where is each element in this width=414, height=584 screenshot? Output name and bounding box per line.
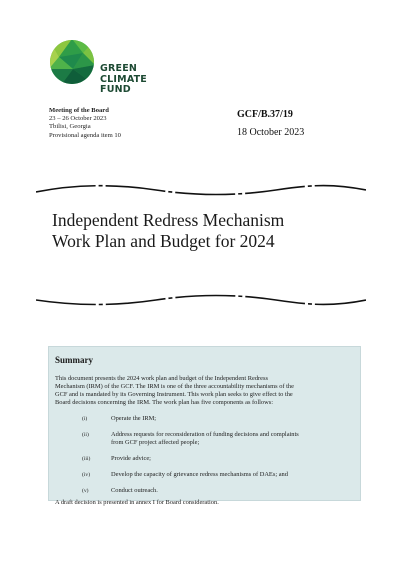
summary-intro-line: Board decisions concerning the IRM. The work plan has five components as follows:	[55, 399, 274, 406]
title-line-2: Work Plan and Budget for 2024	[52, 231, 275, 251]
list-item-text: Provide advice;	[111, 455, 151, 462]
gcf-globe-icon	[49, 39, 95, 85]
list-item-text: Address requests for reconsideration of funding decisions and complaints	[111, 431, 299, 438]
meeting-info	[49, 107, 121, 140]
title-line-1: Independent Redress Mechanism	[52, 210, 285, 230]
summary-heading: Summary	[55, 355, 93, 365]
document-title	[52, 210, 284, 252]
document-date: 18 October 2023	[237, 127, 305, 138]
summary-closing: A draft decision is presented in annex I for Board consideration.	[55, 499, 219, 506]
logo-line-1: GREEN	[100, 63, 138, 74]
wave-separator-bottom	[36, 292, 366, 308]
gcf-logo	[49, 39, 169, 95]
list-item-number: (iv)	[82, 472, 91, 478]
meeting-dates: 23 – 26 October 2023	[49, 115, 107, 123]
logo-line-3: FUND	[100, 84, 131, 95]
logo-wordmark	[100, 64, 147, 96]
list-item-text: Conduct outreach.	[111, 487, 158, 494]
summary-box	[48, 346, 361, 506]
list-item-text: from GCF project affected people;	[111, 439, 200, 446]
meeting-title: Meeting of the Board	[49, 107, 109, 114]
list-item-number: (iii)	[82, 456, 91, 462]
meeting-location: Tbilisi, Georgia	[49, 123, 91, 131]
list-item-number: (v)	[82, 488, 89, 494]
summary-intro-line: GCF and is mandated by its Governing Instrument. This work plan seeks to give effect to the	[55, 391, 293, 398]
summary-intro-line: This document presents the 2024 work plan and budget of the Independent Redress	[55, 375, 268, 382]
list-item-number: (i)	[82, 416, 88, 422]
meeting-agenda: Provisional agenda item 10	[49, 131, 121, 139]
list-item-number: (ii)	[82, 432, 89, 438]
document-code: GCF/B.37/19	[237, 109, 293, 120]
list-item-text: Operate the IRM;	[111, 415, 157, 422]
logo-line-2: CLIMATE	[100, 73, 147, 85]
list-item-text: Develop the capacity of grievance redress mechanisms of DAEs; and	[111, 471, 288, 478]
summary-intro-line: Mechanism (IRM) of the GCF. The IRM is one of the three accountability mechanisms of the	[55, 383, 294, 390]
document-reference	[237, 109, 304, 138]
wave-separator-top	[36, 182, 366, 198]
